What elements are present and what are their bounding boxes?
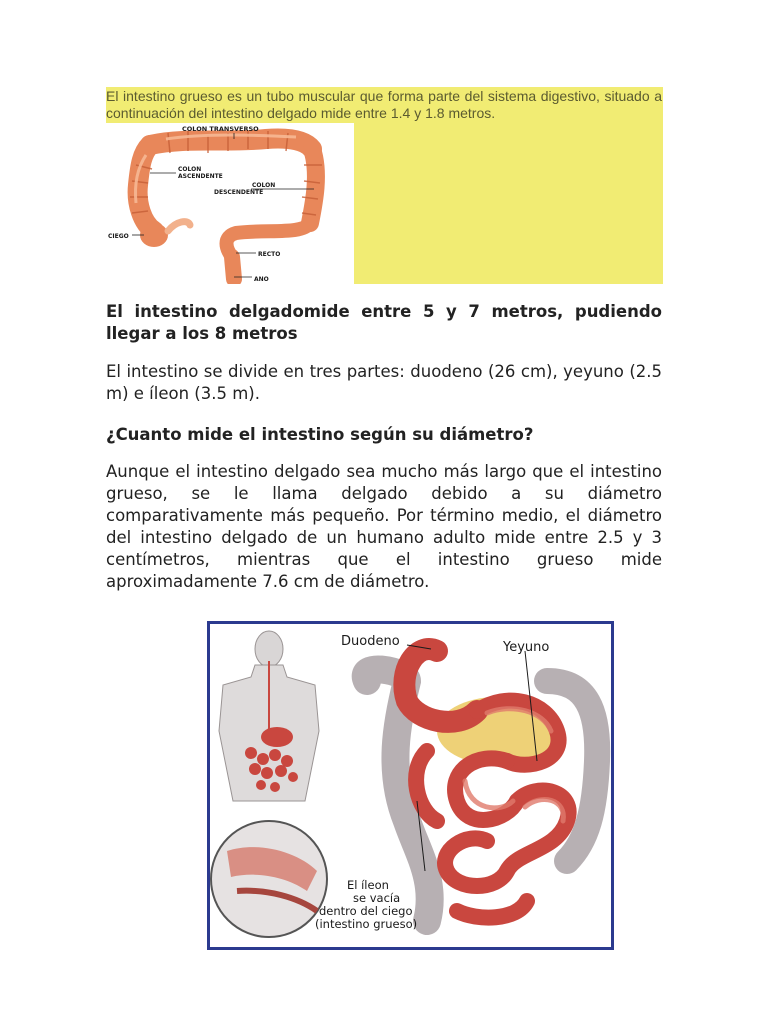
- label-ileon-4: (intestino grueso): [315, 917, 418, 931]
- label-colon-ascendente-2: ASCENDENTE: [178, 173, 223, 180]
- small-intestine-length: El intestino delgadomide entre 5 y 7 metros, pudiendo llegar a los 8 metros: [106, 302, 662, 343]
- label-ileon-1: El íleon: [347, 878, 389, 892]
- intestine-divisions: El intestino se divide en tres partes: duodeno (26 cm), yeyuno (2.5 m) e íleon (3.5 m).: [106, 362, 662, 403]
- label-recto: RECTO: [258, 251, 281, 258]
- label-yeyuno: Yeyuno: [503, 640, 550, 655]
- rectum: [232, 257, 234, 279]
- diameter-heading: ¿Cuanto mide el intestino según su diámetro?: [106, 425, 534, 444]
- cecum: [140, 223, 168, 247]
- label-ciego: CIEGO: [108, 233, 129, 240]
- label-ano: ANO: [254, 276, 269, 283]
- colon-illustration: [106, 123, 354, 284]
- label-duodeno: Duodeno: [341, 634, 400, 649]
- diameter-paragraph: Aunque el intestino delgado sea mucho más largo que el intestino grueso, se le llama delgado debido a su diámetro comparativamente más pequeño. Por término medio, el diámetro del intestino delgado de un humano adulto mide entre 2.5 y 3 centímetros, mientras que el intestino grueso mide aproximadamente 7.6 cm de diámetro.: [106, 462, 662, 591]
- label-colon-descendente-2: DESCENDENTE: [214, 189, 264, 196]
- descending-colon: [310, 149, 316, 223]
- label-ileon-2: se vacía: [353, 891, 401, 905]
- small-intestine-illustration: [207, 621, 614, 950]
- label-colon-ascendente-1: COLON: [178, 166, 202, 173]
- label-colon-descendente-1: COLON: [252, 182, 276, 189]
- label-colon-transverso: COLON TRANSVERSO: [182, 125, 259, 133]
- label-ileon-3: dentro del ciego: [319, 904, 413, 918]
- intro-paragraph: El intestino grueso es un tubo muscular que forma parte del sistema digestivo, situado a continuación del intestino delgado mide entre 1.4 y 1.8 metros.: [106, 88, 662, 121]
